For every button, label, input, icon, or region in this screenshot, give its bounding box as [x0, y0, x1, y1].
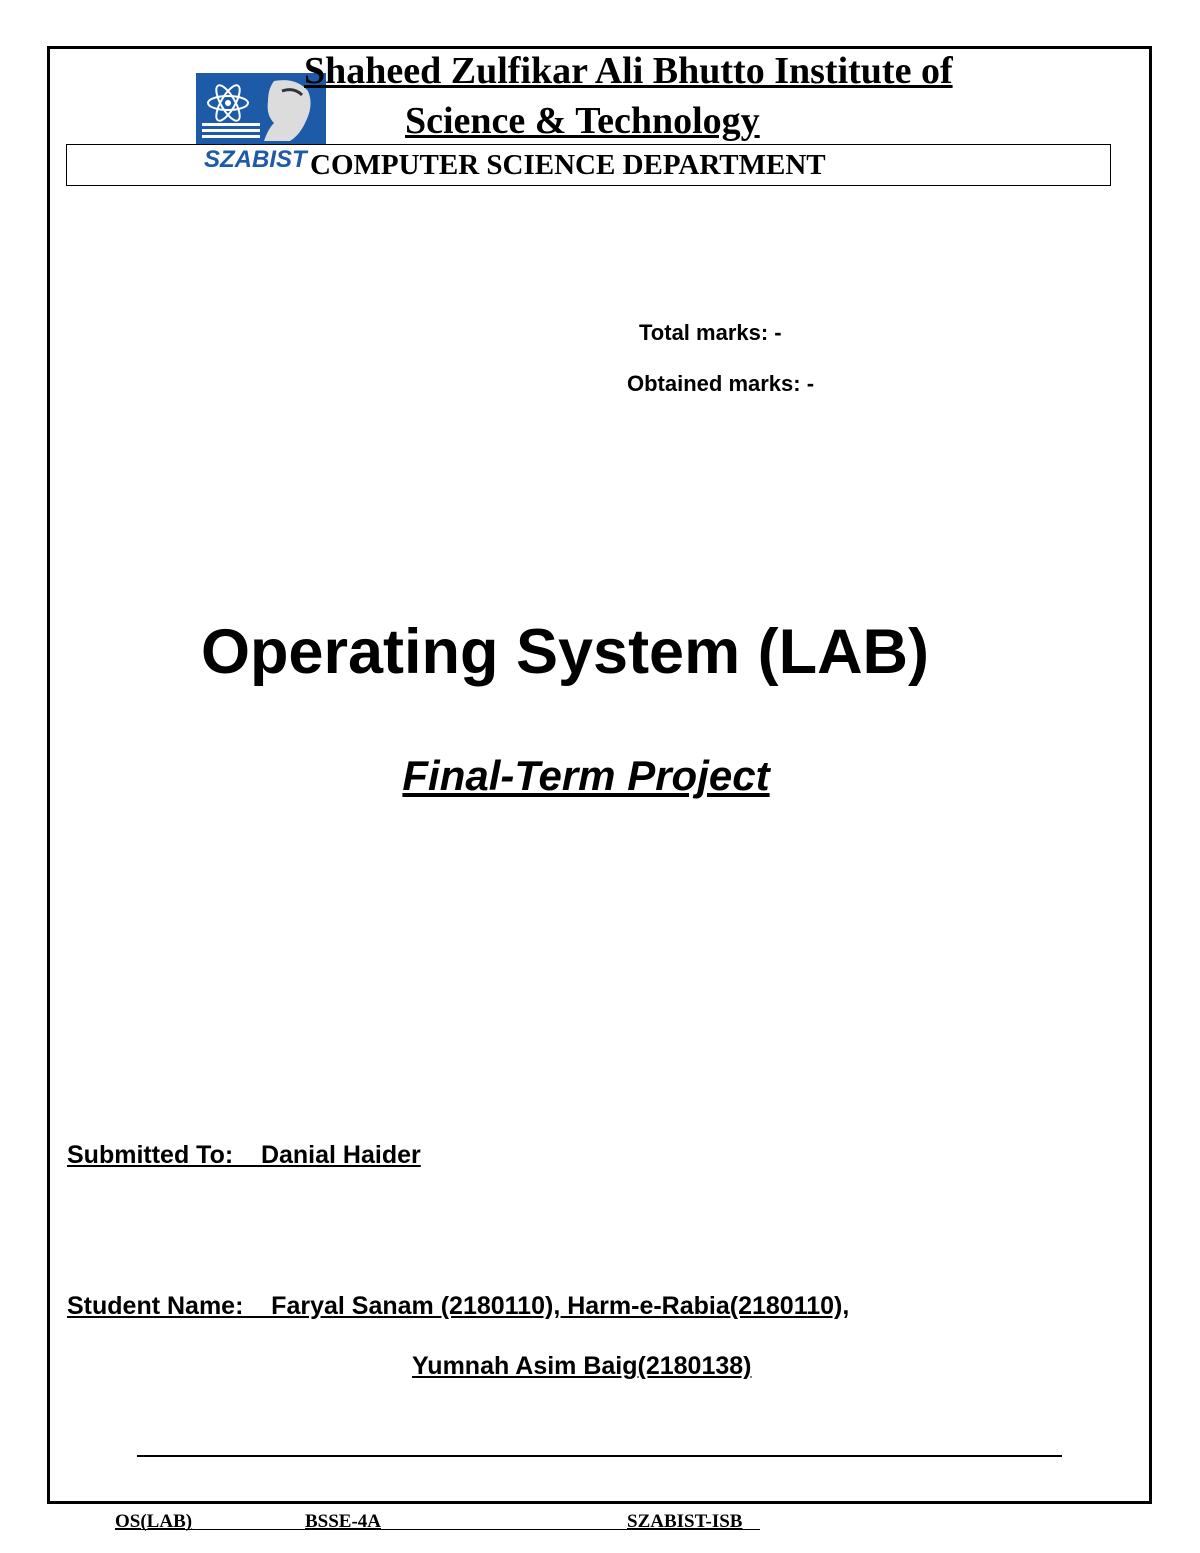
student-names-line1: Student Name: Faryal Sanam (2180110), Harm-e-Rabia(2180110), [67, 1292, 850, 1320]
institute-name-line2: Science & Technology [405, 100, 760, 142]
footer-divider [137, 1455, 1062, 1457]
footer-campus: SZABIST-ISB [627, 1511, 743, 1532]
institute-name-line1: Shaheed Zulfikar Ali Bhutto Institute of [304, 50, 953, 92]
project-title: Final-Term Project [402, 752, 770, 799]
footer-course: OS(LAB) [115, 1511, 193, 1532]
obtained-marks: Obtained marks: - [627, 371, 815, 396]
footer-class: BSSE-4A [305, 1511, 382, 1532]
department-name: COMPUTER SCIENCE DEPARTMENT [310, 149, 826, 181]
course-title: Operating System (LAB) [200, 617, 930, 687]
submitted-to: Submitted To: Danial Haider [67, 1141, 421, 1169]
logo-wordmark: SZABIST [204, 146, 307, 173]
footer-underline [115, 1529, 760, 1530]
total-marks: Total marks: - [639, 320, 782, 345]
student-names-line2: Yumnah Asim Baig(2180138) [412, 1352, 752, 1380]
